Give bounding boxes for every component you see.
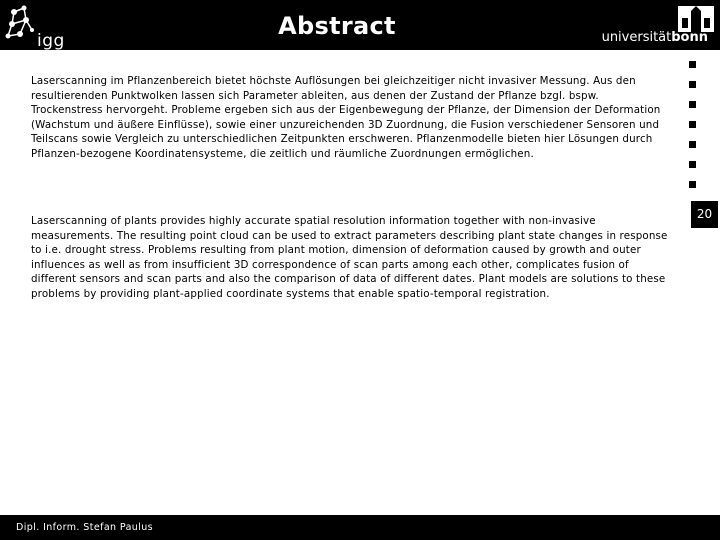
- university-logo-text: [602, 30, 708, 45]
- page-title: Abstract: [278, 12, 396, 40]
- university-bonn-logo: [601, 6, 714, 46]
- nav-square-1[interactable]: [689, 61, 696, 68]
- slide-navigation: [689, 61, 699, 201]
- nav-square-4[interactable]: [689, 121, 696, 128]
- author-name: Dipl. Inform. Stefan Paulus: [16, 522, 154, 533]
- nav-square-2[interactable]: [689, 81, 696, 88]
- nav-square-7[interactable]: [689, 181, 696, 188]
- header-bar: [0, 0, 720, 50]
- nav-square-3[interactable]: [689, 101, 696, 108]
- university-logo-suffix: bonn: [671, 30, 708, 45]
- igg-logo-text: igg: [37, 31, 65, 51]
- nav-square-6[interactable]: [689, 161, 696, 168]
- university-logo-prefix: universität: [601, 30, 672, 45]
- page-number-badge: 20: [691, 201, 718, 228]
- abstract-german: Laserscanning im Pflanzenbereich bietet höchste Auflösungen bei gleichzeitiger nicht invasiver Messung. Aus den resultierenden Punktwolken lassen sich Parameter ableiten, aus denen der Zustand der Pflanze bzgl. bspw. Trockenstress hervorgeht. Probleme ergeben sich aus der Eigenbewegung der Pflanze, der Dimension der Deformation (Wachstum und äußere Einflüsse), sowie einer unzureichenden 3D Zuordnung, die Fusion verschiedener Sensoren und Teilscans sowie Vergleich zu unterschiedlichen Zeitpunkten erschweren. Pflanzenmodelle bieten hier Lösungen durch Pflanzen-bezogene Koordinatensysteme, die zeitlich und räumliche Zuordnungen ermöglichen.: [31, 75, 661, 160]
- footer-bar: [0, 515, 720, 540]
- nav-square-5[interactable]: [689, 141, 696, 148]
- abstract-english: Laserscanning of plants provides highly accurate spatial resolution information together with non-invasive measurements. The resulting point cloud can be used to extract parameters describing plant state changes in response to i.e. drought stress. Problems resulting from plant motion, dimension of deformation caused by growth and outer influences as well as from insufficient 3D correspondence of scan parts among each other, complicates fusion of different sensors and scan parts and also the comparison of data of different dates. Plant models are solutions to these problems by providing plant-applied coordinate systems that enable spatio-temporal registration.: [31, 215, 668, 300]
- university-building-icon: [678, 6, 714, 32]
